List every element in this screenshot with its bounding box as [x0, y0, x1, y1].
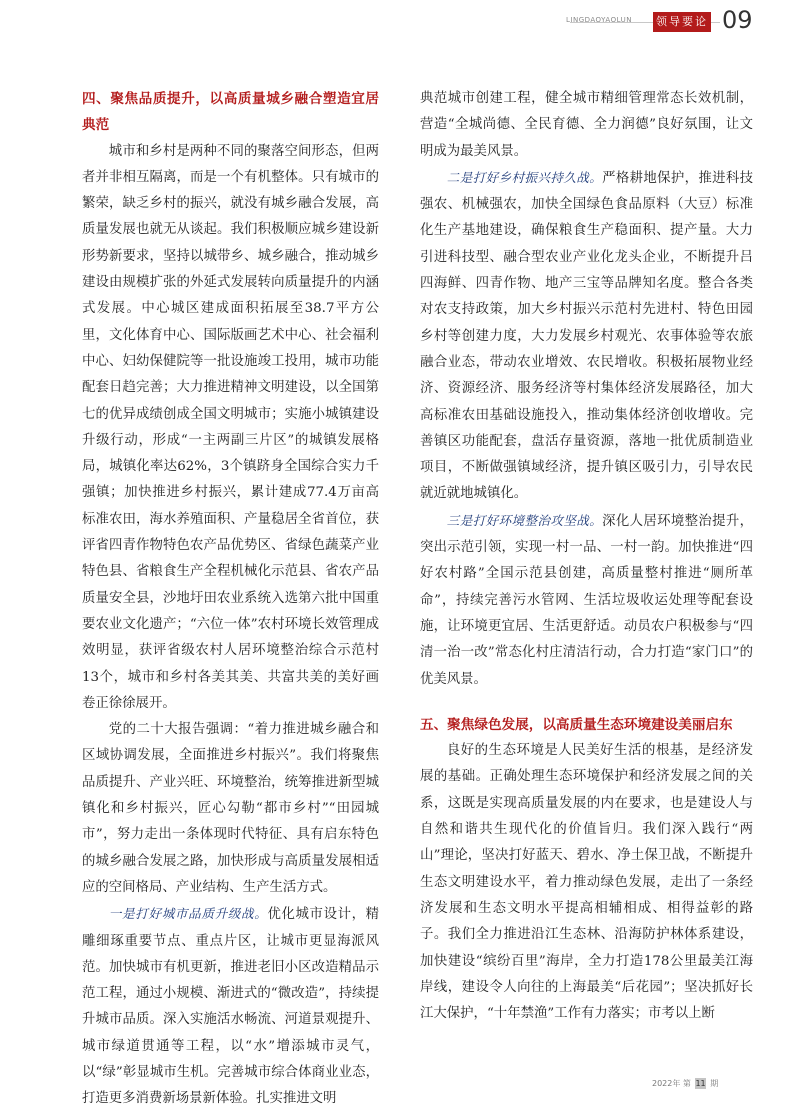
footer-issue-number: 11 — [695, 1079, 706, 1088]
paragraph: 良好的生态环境是人民美好生活的根基，是经济发展的基础。正确处理生态环境保护和经济发展之间的关系，这既是实现高质量发展的内在要求，也是建设人与自然和谐共生现代化的价值旨归。我们深入践行“两山”理论，坚决打好蓝天、碧水、净土保卫战，不断提升生态文明建设水平，着力推动绿色发展，走出了一条经济发展和生态文明水平提高相辅相成、相得益彰的路子。我们全力推进沿江生态林、沿海防护林体系建设，加快建设“缤纷百里”海岸，全力打造178公里最美江海岸线，建设令人向往的上海最美“后花园”；坚决抓好长江大保护，“十年禁渔”工作有力落实；市考以上断 — [420, 743, 753, 1022]
footer-issue-prefix: 第 — [682, 1079, 691, 1088]
page-number: 09 — [722, 6, 753, 34]
paragraph-text: 优化城市设计，精雕细琢重要节点、重点片区，让城市更显海派风范。加快城市有机更新，推进老旧小区改造精品示范工程，通过小规模、渐进式的“微改造”，持续提升城市品质。深入实施活水畅流、河道景观提升、城市绿道贯通等工程，以“水”增添城市灵气，以“绿”彰显城市生机。完善城市综合体商业业态，打造更多消费新场景新体验。扎实推进文明 — [82, 907, 380, 1107]
paragraph — [82, 901, 379, 1112]
left-column — [82, 86, 379, 1113]
paragraph — [420, 508, 753, 693]
keyword-lead: 三是打好环境整治攻坚战。 — [446, 512, 603, 528]
footer-issue-suffix: 期 — [710, 1079, 719, 1088]
page-footer — [652, 1078, 718, 1089]
footer-year: 2022年 — [652, 1079, 681, 1088]
section-heading-4: 四、聚焦品质提升，以高质量城乡融合塑造宜居典范 — [82, 91, 379, 134]
keyword-lead: 二是打好乡村振兴持久战。 — [446, 169, 603, 185]
paragraph-continued: 典范城市创建工程，健全城市精细管理常态长效机制，营造“全城尚德、全民育德、全力润德”良好氛围，让文明成为最美风景。 — [420, 91, 753, 159]
header-pinyin: LINGDAOYAOLUN — [566, 16, 633, 24]
paragraph-text: 深化人居环境整治提升，突出示范引领，实现一村一品、一村一韵。加快推进“四好农村路”全国示范县创建，高质量整村推进“厕所革命”，持续完善污水管网、生活垃圾收运处理等配套设施，让环境更宜居、生活更舒适。动员农户积极参与“四清一治一改”常态化村庄清洁行动，合力打造“家门口”的优美风景。 — [420, 513, 754, 687]
section-heading-5: 五、聚焦绿色发展，以高质量生态环境建设美丽启东 — [420, 716, 733, 733]
right-column — [420, 86, 753, 1027]
paragraph: 党的二十大报告强调：“着力推进城乡融合和区域协调发展，全面推进乡村振兴”。我们将聚焦品质提升、产业兴旺、环境整治，统筹推进新型城镇化和乡村振兴，匠心勾勒“都市乡村”“田园城市”，努力走出一条体现时代特征、具有启东特色的城乡融合发展之路，加快形成与高质量发展相适应的空间格局、产业结构、生产生活方式。 — [82, 722, 379, 895]
column-tag: 领导要论 — [653, 12, 711, 32]
keyword-lead: 一是打好城市品质升级战。 — [108, 906, 268, 922]
paragraph — [420, 165, 753, 508]
page-header — [0, 0, 799, 40]
paragraph-text: 严格耕地保护，推进科技强农、机械强农，加快全国绿色食品原料（大豆）标准化生产基地建设，确保粮食生产稳面积、提产量。大力引进科技型、融合型农业产业化龙头企业，不断提升吕四海鲜、四青作物、地产三宝等品牌知名度。整合各类对农支持政策，加大乡村振兴示范村先进村、特色田园乡村等创建力度，大力发展乡村观光、农事体验等农旅融合业态，带动农业增效、农民增收。积极拓展物业经济、资源经济、服务经济等村集体经济发展路径，加大高标准农田基础设施投入，推动集体经济创收增收。完善镇区功能配套，盘活存量资源，落地一批优质制造业项目，不断做强镇域经济，提升镇区吸引力，引导农民就近就地城镇化。 — [420, 170, 754, 502]
paragraph: 城市和乡村是两种不同的聚落空间形态，但两者并非相互隔离，而是一个有机整体。只有城市的繁荣，缺乏乡村的振兴，就没有城乡融合发展，高质量发展也就无从谈起。我们积极顺应城乡建设新形势新要求，坚持以城带乡、城乡融合，推动城乡建设由规模扩张的外延式发展转向质量提升的内涵式发展。中心城区建成面积拓展至38.7平方公里，文化体育中心、国际版画艺术中心、社会福利中心、妇幼保健院等一批设施竣工投用，城市功能配套日趋完善；大力推进精神文明建设，以全国第七的优异成绩创成全国文明城市；实施小城镇建设升级行动，形成“一主两副三片区”的城镇发展格局，城镇化率达62%，3个镇跻身全国综合实力千强镇；加快推进乡村振兴，累计建成77.4万亩高标准农田，海水养殖面积、产量稳居全省首位，获评省四青作物特色农产品优势区、省绿色蔬菜产业特色县、省粮食生产全程机械化示范县、省农产品质量安全县，沙地圩田农业系统入选第六批中国重要农业文化遗产；“六位一体”农村环境长效管理成效明显，获评省级农村人居环境整治综合示范村13个，城市和乡村各美其美、共富共美的美好画卷正徐徐展开。 — [82, 143, 379, 711]
